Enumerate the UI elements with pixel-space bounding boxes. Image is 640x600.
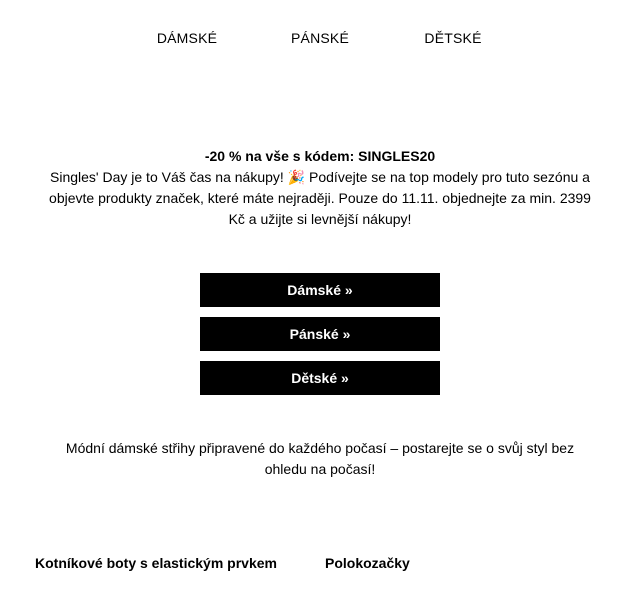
nav-link-detske[interactable]: DĚTSKÉ bbox=[424, 30, 482, 46]
product-title-ankle-boots[interactable]: Kotníkové boty s elastickým prvkem bbox=[35, 555, 277, 571]
promo-headline: -20 % na vše s kódem: SINGLES20 bbox=[204, 148, 436, 164]
promo-text: Singles' Day je to Váš čas na nákupy! 🎉 Podívejte se na top modely pro tuto sezónu a objevte produkty značek, které máte nejraději. Pouze do 11.11. objednejte za min. 2399 Kč a užijte si levnější nákupy! bbox=[49, 169, 591, 227]
top-navigation bbox=[0, 30, 640, 50]
promo-section bbox=[40, 146, 600, 230]
product-section bbox=[0, 555, 640, 579]
cta-button-group bbox=[200, 273, 440, 405]
damske-button[interactable]: Dámské » bbox=[200, 273, 440, 307]
nav-link-panske[interactable]: PÁNSKÉ bbox=[291, 30, 349, 46]
detske-button[interactable]: Dětské » bbox=[200, 361, 440, 395]
tagline-text: Módní dámské střihy připravené do každého počasí – postarejte se o svůj styl bez ohledu na počasí! bbox=[65, 440, 575, 477]
nav-link-damske[interactable]: DÁMSKÉ bbox=[156, 30, 218, 46]
product-title-polokozacky[interactable]: Polokozačky bbox=[325, 555, 410, 571]
panske-button[interactable]: Pánské » bbox=[200, 317, 440, 351]
